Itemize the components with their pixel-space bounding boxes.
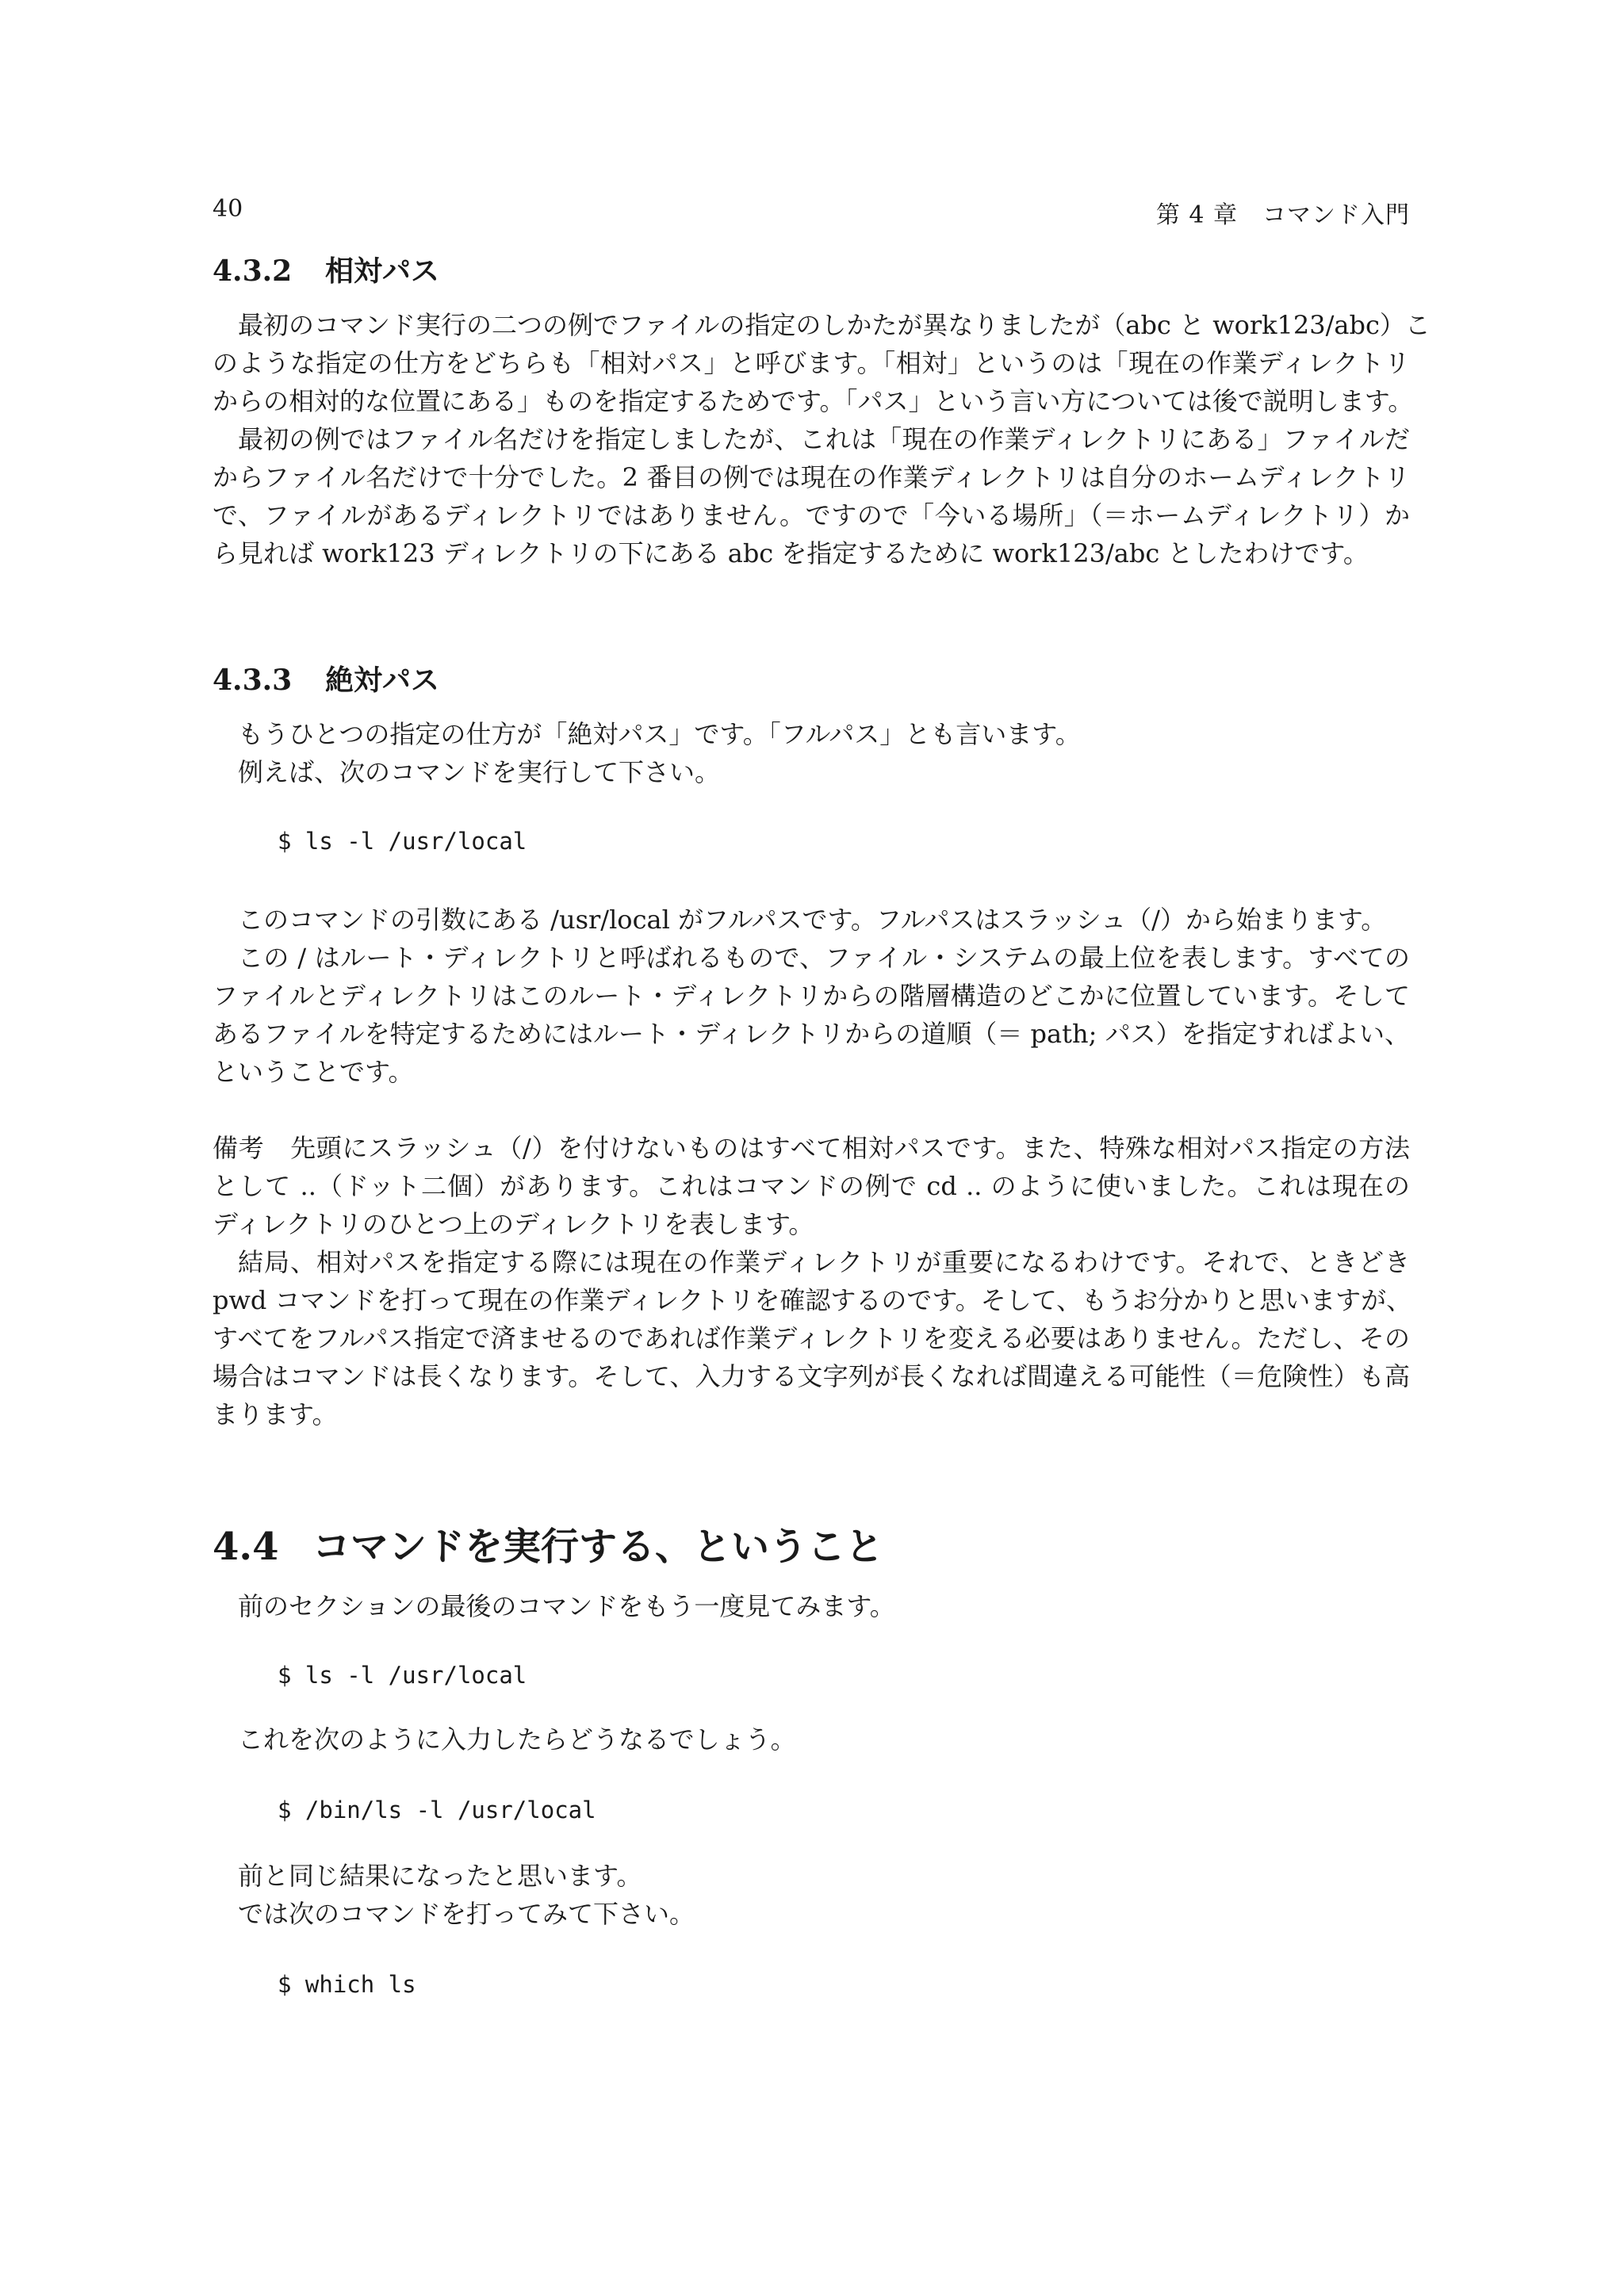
code-block: $ which ls bbox=[278, 1971, 416, 1998]
section-number: 4.4 bbox=[213, 1525, 279, 1569]
note-line: ディレクトリのひとつ上のディレクトリを表します。 bbox=[213, 1209, 814, 1239]
paragraph-line: ファイルとディレクトリはこのルート・ディレクトリからの階層構造のどこかに位置しています。そして bbox=[213, 981, 1410, 1011]
paragraph-line: このコマンドの引数にある /usr/local がフルパスです。フルパスはスラッシュ（/）から始まります。 bbox=[238, 905, 1387, 935]
section-heading-4-4 bbox=[213, 1516, 883, 1571]
section-heading-4-3-3 bbox=[213, 658, 439, 698]
paragraph-line: では次のコマンドを打ってみて下さい。 bbox=[238, 1899, 695, 1929]
paragraph-line: あるファイルを特定するためにはルート・ディレクトリからの道順（＝ path; パス）を指定すればよい、 bbox=[213, 1019, 1410, 1049]
section-title: コマンドを実行する、ということ bbox=[312, 1525, 884, 1569]
paragraph-line: 結局、相対パスを指定する際には現在の作業ディレクトリが重要になるわけです。それで、ときどき bbox=[238, 1247, 1410, 1277]
paragraph-line: この / はルート・ディレクトリと呼ばれるもので、ファイル・システムの最上位を表します。すべての bbox=[238, 943, 1410, 973]
paragraph-line: 例えば、次のコマンドを実行して下さい。 bbox=[238, 757, 721, 787]
code-block: $ ls -l /usr/local bbox=[278, 828, 527, 855]
note-line: 備考 先頭にスラッシュ（/）を付けないものはすべて相対パスです。また、特殊な相対パス指定の方法 bbox=[213, 1133, 1410, 1163]
paragraph-line: で、ファイルがあるディレクトリではありません。ですので「今いる場所」（＝ホームディレクトリ）か bbox=[213, 500, 1410, 530]
paragraph-line: ということです。 bbox=[213, 1057, 414, 1087]
section-heading-4-3-2 bbox=[213, 249, 439, 289]
paragraph-line: 最初のコマンド実行の二つの例でファイルの指定のしかたが異なりましたが（abc と work123/abc）こ bbox=[238, 310, 1431, 340]
paragraph-line: pwd コマンドを打って現在の作業ディレクトリを確認するのです。そして、もうお分かりと思いますが、 bbox=[213, 1285, 1412, 1315]
paragraph-line: まります。 bbox=[213, 1399, 338, 1429]
section-title: 相対パス bbox=[325, 254, 440, 288]
section-title: 絶対パス bbox=[325, 664, 440, 697]
note-line: として ..（ドット二個）があります。これはコマンドの例で cd .. のように使いました。これは現在の bbox=[213, 1171, 1410, 1201]
page-number: 40 bbox=[213, 195, 243, 223]
paragraph-line: ら見れば work123 ディレクトリの下にある abc を指定するために work123/abc としたわけです。 bbox=[213, 538, 1369, 568]
paragraph-line: すべてをフルパス指定で済ませるのであれば作業ディレクトリを変える必要はありません。ただし、その bbox=[213, 1323, 1410, 1353]
paragraph-line: もうひとつの指定の仕方が「絶対パス」です。「フルパス」とも言います。 bbox=[238, 719, 1081, 749]
paragraph-line: 前と同じ結果になったと思います。 bbox=[238, 1861, 642, 1891]
paragraph-line: からの相対的な位置にある」ものを指定するためです。「パス」という言い方については後で説明します。 bbox=[213, 386, 1414, 416]
code-block: $ /bin/ls -l /usr/local bbox=[278, 1797, 596, 1823]
paragraph-line: 前のセクションの最後のコマンドをもう一度見てみます。 bbox=[238, 1591, 895, 1621]
paragraph-line: これを次のように入力したらどうなるでしょう。 bbox=[238, 1724, 796, 1755]
code-block: $ ls -l /usr/local bbox=[278, 1662, 527, 1689]
paragraph-line: のような指定の仕方をどちらも「相対パス」と呼びます。「相対」というのは「現在の作業ディレクトリ bbox=[213, 348, 1410, 378]
paragraph-line: からファイル名だけで十分でした。2 番目の例では現在の作業ディレクトリは自分のホームディレクトリ bbox=[213, 462, 1410, 492]
chapter-title: 第 4 章 コマンド入門 bbox=[1155, 201, 1410, 229]
section-number: 4.3.3 bbox=[213, 664, 293, 697]
running-header bbox=[213, 195, 1410, 235]
section-number: 4.3.2 bbox=[213, 254, 293, 288]
paragraph-line: 最初の例ではファイル名だけを指定しましたが、これは「現在の作業ディレクトリにある」ファイルだ bbox=[238, 424, 1410, 454]
paragraph-line: 場合はコマンドは長くなります。そして、入力する文字列が長くなれば間違える可能性（＝危険性）も高 bbox=[213, 1361, 1410, 1391]
